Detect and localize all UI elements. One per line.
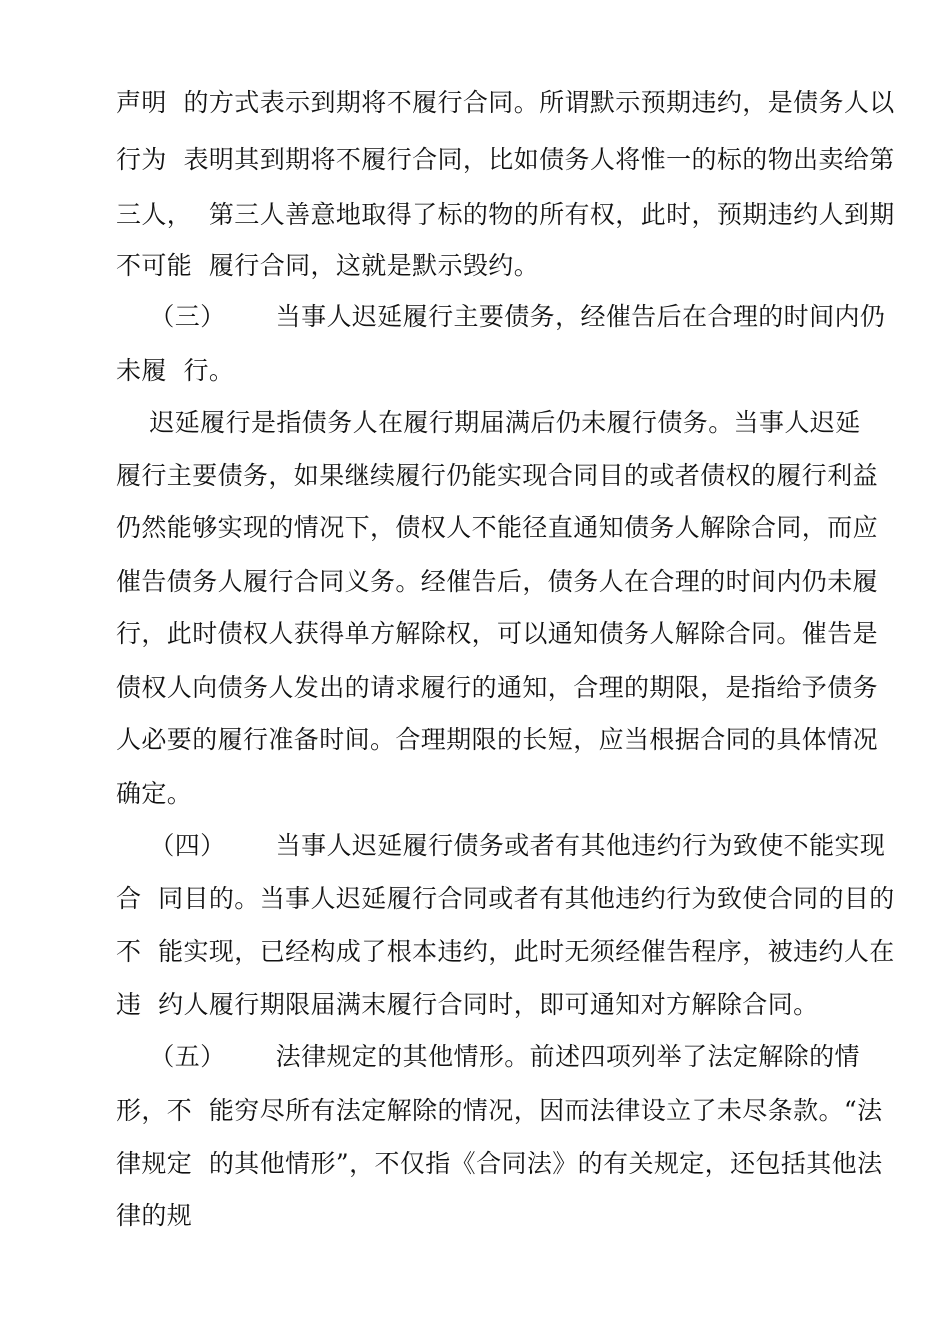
text-line: 人必要的履行准备时间。合理期限的长短，应当根据合同的具体情况: [116, 725, 879, 754]
text-line: 违 约人履行期限届满末履行合同时，即可通知对方解除合同。: [116, 990, 819, 1019]
text-line: 声明 的方式表示到期将不履行合同。所谓默示预期违约，是债务人以: [116, 88, 895, 117]
section-heading-three: （三） 当事人迟延履行主要债务，经催告后在合理的时间内仍: [116, 302, 886, 331]
text-line: 未履 行。: [116, 356, 235, 385]
text-line: 律规定 的其他情形”，不仅指《合同法》的有关规定，还包括其他法: [116, 1149, 883, 1178]
text-line: 不可能 履行合同，这就是默示毁约。: [116, 251, 540, 280]
text-line: 律的规: [116, 1201, 193, 1230]
section-heading-five: （五） 法律规定的其他情形。前述四项列举了法定解除的情: [116, 1042, 860, 1071]
text-line: 迟延履行是指债务人在履行期届满后仍未履行债务。当事人迟延: [116, 408, 861, 437]
text-line: 行为 表明其到期将不履行合同，比如债务人将惟一的标的物出卖给第: [116, 145, 895, 174]
text-line: 三人， 第三人善意地取得了标的物的所有权，此时，预期违约人到期: [116, 200, 895, 229]
text-line: 履行主要债务，如果继续履行仍能实现合同目的或者债权的履行利益: [116, 461, 879, 490]
text-line: 仍然能够实现的情况下，债权人不能径直通知债务人解除合同，而应: [116, 513, 879, 542]
text-line: 合 同目的。当事人迟延履行合同或者有其他违约行为致使合同的目的: [116, 884, 895, 913]
text-line: 不 能实现，已经构成了根本违约，此时无须经催告程序，被违约人在: [116, 937, 895, 966]
text-line: 形，不 能穷尽所有法定解除的情况，因而法律设立了未尽条款。“法: [116, 1096, 883, 1125]
text-line: 确定。: [116, 779, 193, 808]
text-line: 债权人向债务人发出的请求履行的通知，合理的期限，是指给予债务: [116, 673, 879, 702]
section-heading-four: （四） 当事人迟延履行债务或者有其他违约行为致使不能实现: [116, 831, 886, 860]
text-line: 行，此时债权人获得单方解除权，可以通知债务人解除合同。催告是: [116, 619, 879, 648]
text-line: 催告债务人履行合同义务。经催告后，债务人在合理的时间内仍未履: [116, 567, 879, 596]
